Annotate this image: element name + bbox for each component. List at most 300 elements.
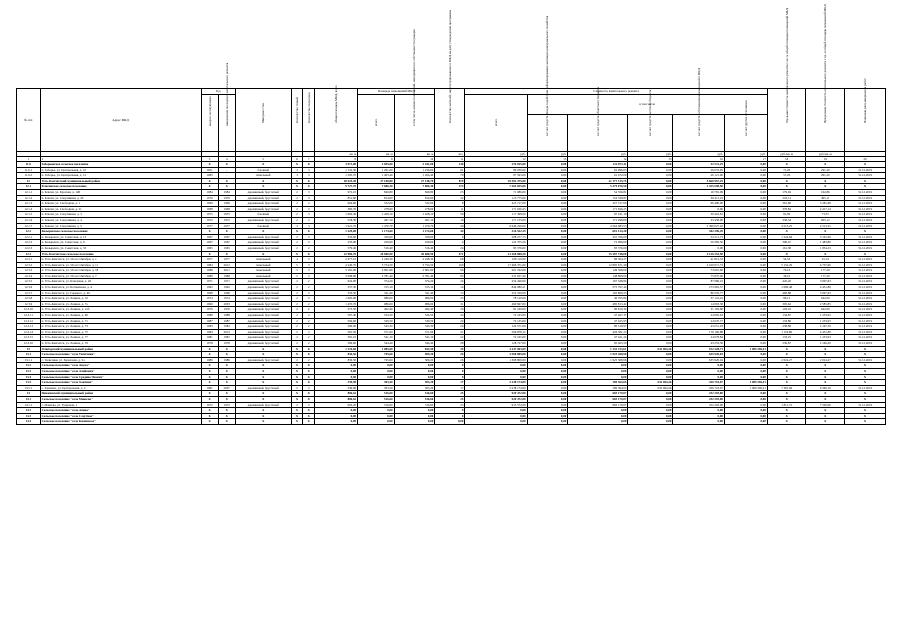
table-cell: 12.1.1 — [17, 189, 41, 195]
table-cell: 68 — [435, 257, 465, 263]
table-cell: 0,00 — [673, 419, 724, 425]
table-cell: 0,00 — [628, 352, 673, 358]
table-cell: деревянный, брусчатый — [235, 206, 291, 212]
table-cell: 31.12.2019 — [845, 285, 886, 291]
table-cell: 3 754,50 — [394, 262, 435, 268]
table-cell: 1974 — [201, 296, 218, 302]
table-cell: 2 024,27 — [767, 357, 806, 363]
table-cell: 0,00 — [724, 413, 767, 419]
table-cell: 1 403,40 — [358, 173, 394, 179]
table-cell: п. Ключи, ул. Свободная, д. 21 — [40, 206, 201, 212]
table-cell: 2 — [303, 234, 315, 240]
table-cell: X — [291, 178, 303, 184]
table-cell: 0,00 — [628, 307, 673, 313]
table-cell: 1972 — [218, 217, 235, 223]
table-cell: деревянный, брусчатый — [235, 341, 291, 347]
table-cell: 154 339,81 — [568, 195, 628, 201]
table-cell: п. Усть-Камчатск, ул. Горького, д. 49 — [40, 290, 201, 296]
table-cell: 31.12.2019 — [845, 329, 886, 335]
table-cell: 0,00 — [527, 408, 568, 414]
table-cell: 2 — [303, 335, 315, 341]
table-cell: 851,60 — [315, 195, 358, 201]
table-cell: 0,00 — [724, 268, 767, 274]
table-cell: X — [845, 229, 886, 235]
table-cell: 31.12.2019 — [845, 167, 886, 173]
table-cell: X — [845, 162, 886, 168]
header-year-overhaul: завершения последнего капитального ремонта — [218, 94, 235, 151]
table-cell: 1971 — [218, 279, 235, 285]
table-cell: 24 695,63 — [673, 313, 724, 319]
table-cell: 14.3 — [17, 413, 41, 419]
table-cell: 12.2.3 — [17, 245, 41, 251]
header-cost-subgroup: в том числе — [527, 94, 767, 114]
table-cell: 252 293,00 — [673, 402, 724, 408]
table-cell: 2 — [291, 335, 303, 341]
table-cell: 0,00 — [724, 206, 767, 212]
table-cell: X — [767, 251, 806, 257]
table-cell: 25,19 — [806, 257, 845, 263]
table-cell: 0,00 — [527, 229, 568, 235]
table-cell: 4 240,70 — [315, 262, 358, 268]
table-cell: 72 105,00 — [465, 335, 527, 341]
table-cell: 0,00 — [724, 223, 767, 229]
table-cell: X — [806, 363, 845, 369]
table-cell: 986,00 — [394, 296, 435, 302]
table-cell: 162,86 — [806, 189, 845, 195]
table-cell: 1977 — [201, 223, 218, 229]
table-cell: руб. — [724, 152, 767, 157]
table-cell: 22 986,70 — [315, 251, 358, 257]
table-cell: 12.1.3 — [17, 201, 41, 207]
table-cell: 635 920,04 — [673, 357, 724, 363]
table-cell: 0,00 — [724, 296, 767, 302]
table-cell: 2 — [291, 307, 303, 313]
table-cell: 149 508,00 — [568, 268, 628, 274]
table-cell: 329,60 — [394, 234, 435, 240]
table-cell: 1 236,60 — [394, 167, 435, 173]
table-cell: деревянный, брусчатый — [235, 189, 291, 195]
table-cell: X — [201, 352, 218, 358]
table-cell: 0,00 — [394, 374, 435, 380]
table-cell: 920 472,00 — [465, 396, 527, 402]
table-cell: 0,00 — [315, 363, 358, 369]
table-cell: 1987 — [218, 318, 235, 324]
table-cell: X — [303, 391, 315, 397]
table-cell: 31.12.2019 — [845, 307, 886, 313]
table-cell: 3 — [303, 189, 315, 195]
table-cell: 814,60 — [358, 195, 394, 201]
table-cell: 291,20 — [806, 167, 845, 173]
table-cell: 0,00 — [628, 251, 673, 257]
table-cell: 273 — [435, 184, 465, 190]
table-cell: 276 025,00 — [465, 162, 527, 168]
table-cell: 0,00 — [724, 201, 767, 207]
table-cell: 508 277,73 — [465, 234, 527, 240]
table-cell: 586,60 — [315, 341, 358, 347]
table-cell: 2 477,10 — [315, 257, 358, 263]
table-cell: 31 183,66 — [673, 307, 724, 313]
table-cell: 683 179,07 — [568, 396, 628, 402]
table-cell: 54 556,81 — [568, 189, 628, 195]
table-cell: 0,00 — [358, 413, 394, 419]
table-cell: 1975 — [201, 212, 218, 218]
table-cell: 14 — [568, 157, 628, 162]
table-cell: 0,00 — [628, 178, 673, 184]
table-cell: 2 781,40 — [358, 273, 394, 279]
table-cell: 2 024,27 — [806, 357, 845, 363]
table-cell: 1988 — [201, 273, 218, 279]
table-cell: 7 381,84 — [767, 385, 806, 391]
table-cell: панельный — [235, 268, 291, 274]
table-cell: руб. — [568, 152, 628, 157]
table-cell: 0,00 — [465, 363, 527, 369]
table-cell: X — [218, 352, 235, 358]
table-cell: 96 — [435, 268, 465, 274]
table-cell: 0,00 — [628, 234, 673, 240]
table-cell: 0,00 — [628, 363, 673, 369]
table-cell: 1 470,70 — [358, 223, 394, 229]
table-cell: X — [235, 396, 291, 402]
table-cell: 87 593,00 — [465, 173, 527, 179]
table-cell: 2 248,30 — [358, 257, 394, 263]
table-cell: X — [303, 374, 315, 380]
table-cell: 635 920,04 — [673, 352, 724, 358]
table-cell: кв. м — [358, 152, 394, 157]
table-cell: 4 264 683,53 — [568, 223, 628, 229]
table-cell: 179,94 — [767, 189, 806, 195]
table-cell: 0,00 — [724, 363, 767, 369]
header-area-group: Площадь помещений МКД — [358, 89, 435, 95]
table-cell: 571,60 — [358, 329, 394, 335]
table-cell: 2 248,30 — [394, 257, 435, 263]
table-cell: X — [201, 419, 218, 425]
table-cell: 4 737,96 — [806, 262, 845, 268]
table-cell: 12.2.1 — [17, 234, 41, 240]
header-limit-cost: Предельная стоимость капитального ремонта 1 кв. м общей площади помещений МКД — [806, 89, 845, 152]
table-cell: X — [806, 396, 845, 402]
table-cell: 12.3.6 — [17, 285, 41, 291]
table-cell: X — [218, 363, 235, 369]
table-cell: 509,20 — [394, 352, 435, 358]
table-cell: 140 — [435, 162, 465, 168]
table-cell: 0,00 — [527, 391, 568, 397]
table-cell: 189 364,65 — [568, 385, 628, 391]
table-cell: 20 680,90 — [394, 251, 435, 257]
table-cell: 15 — [435, 290, 465, 296]
table-cell: 0,00 — [724, 318, 767, 324]
table-cell: 0,00 — [527, 223, 568, 229]
header-floors: Количество этажей — [291, 89, 303, 152]
table-cell: 0,00 — [628, 301, 673, 307]
table-cell: 0,00 — [358, 408, 394, 414]
table-cell: 0,00 — [724, 234, 767, 240]
table-cell: п. Ключи, ул. Спортивная, д. 4 — [40, 217, 201, 223]
table-cell: 0,00 — [673, 245, 724, 251]
table-cell: 0,00 — [568, 413, 628, 419]
table-cell: руб. — [673, 152, 724, 157]
table-cell: 303,20 — [358, 380, 394, 386]
table-cell: X — [845, 391, 886, 397]
table-cell: п. Усть-Камчатск, ул. Ленина, д. 77 — [40, 335, 201, 341]
table-cell: X — [235, 363, 291, 369]
table-cell: 1981 — [218, 335, 235, 341]
table-cell: 26 — [435, 357, 465, 363]
table-cell: X — [767, 413, 806, 419]
table-cell: 8 — [315, 157, 358, 162]
table-cell: 624,00 — [315, 279, 358, 285]
table-cell: 605,12 — [806, 217, 845, 223]
table-cell: X — [235, 408, 291, 414]
table-cell: 14 — [17, 391, 41, 397]
table-cell: X — [235, 162, 291, 168]
table-cell: 11 — [435, 206, 465, 212]
repair-program-table — [16, 4, 886, 425]
table-cell: 305,62 — [767, 301, 806, 307]
table-cell: 0,00 — [724, 162, 767, 168]
table-cell: 5 — [235, 157, 291, 162]
table-cell: 0,00 — [628, 212, 673, 218]
table-cell: 47 407,37 — [568, 313, 628, 319]
table-cell: 379,84 — [767, 206, 806, 212]
table-cell: 534,50 — [358, 313, 394, 319]
table-cell: 1967 — [218, 240, 235, 246]
table-cell: 26 121,00 — [673, 173, 724, 179]
table-cell: 24 678,84 — [673, 335, 724, 341]
table-cell: 31.12.2019 — [845, 402, 886, 408]
table-cell: 62 996,05 — [568, 167, 628, 173]
table-cell: п. Усть-Камчатск, ул. Ленина, д. 60 — [40, 313, 201, 319]
table-cell: 0,00 — [527, 301, 568, 307]
table-cell: Сельское поселение "село Хаилино" — [40, 380, 201, 386]
table-cell: 492,40 — [394, 307, 435, 313]
table-cell: 0,00 — [527, 234, 568, 240]
table-cell: 0,00 — [628, 206, 673, 212]
table-cell: 0,00 — [628, 374, 673, 380]
table-cell: 89 030,00 — [465, 167, 527, 173]
table-cell: 1 174,60 — [358, 229, 394, 235]
table-cell: руб./кв. м — [806, 152, 845, 157]
table-cell: X — [218, 184, 235, 190]
table-cell: 0,00 — [673, 363, 724, 369]
table-cell: X — [806, 374, 845, 380]
table-cell: 0,00 — [358, 419, 394, 425]
table-cell: 6 646 220,00 — [465, 223, 527, 229]
table-row — [17, 419, 886, 425]
table-cell: 571,60 — [394, 329, 435, 335]
table-cell: 31.12.2019 — [845, 217, 886, 223]
table-cell: X — [201, 346, 218, 352]
table-cell: 1 253,93 — [806, 313, 845, 319]
table-cell: X — [303, 184, 315, 190]
table-cell: 31.12.2019 — [845, 296, 886, 302]
table-cell: с. Тиличики, ул. Зеркаловa, д. 5а — [40, 357, 201, 363]
table-cell: 2 — [303, 385, 315, 391]
table-cell: 31.12.2019 — [845, 357, 886, 363]
table-cell: 171 626,25 — [465, 206, 527, 212]
table-cell: п. Усть-Камчатск, ул. 50-лет Октября, д. 1 — [40, 257, 201, 263]
table-cell: 17 — [435, 380, 465, 386]
table-cell: 1984 — [201, 189, 218, 195]
table-cell: 516,40 — [394, 245, 435, 251]
table-cell: 229,00 — [358, 240, 394, 246]
header-area-resident: в том числе жилых помещений, находящихся в собственности граждан — [394, 94, 435, 151]
table-cell: 632 694,26 — [628, 380, 673, 386]
table-cell: 33 458,00 — [673, 217, 724, 223]
register-sheet — [16, 4, 886, 425]
header-deadline: Плановая дата завершения работ — [845, 89, 886, 152]
table-cell: блочный — [235, 223, 291, 229]
table-cell: п. Усть-Камчатск, ул. 50-лет Октября, д. 7 — [40, 273, 201, 279]
table-cell: 1 276,60 — [315, 346, 358, 352]
table-cell: Усть-Камчатский муниципальный район — [40, 178, 201, 184]
table-cell: 0,00 — [465, 419, 527, 425]
table-cell: 233,90 — [315, 240, 358, 246]
table-cell: X — [767, 184, 806, 190]
table-cell: 25 — [435, 296, 465, 302]
table-cell: X — [218, 380, 235, 386]
table-cell: 0,00 — [465, 374, 527, 380]
table-cell: 171 498,00 — [568, 217, 628, 223]
table-cell: 0,00 — [724, 212, 767, 218]
table-cell: п. Козыревск, ул. Советская, д. 33 — [40, 245, 201, 251]
table-cell: 12.2 — [17, 229, 41, 235]
table-cell: 0,00 — [527, 363, 568, 369]
table-cell: 806,62 — [315, 391, 358, 397]
table-cell: 0,00 — [724, 341, 767, 347]
table-cell: X — [235, 346, 291, 352]
table-cell: 460,88 — [767, 290, 806, 296]
table-cell: 632 694,26 — [628, 346, 673, 352]
table-cell: 252 293,00 — [673, 391, 724, 397]
table-cell: 0,00 — [527, 374, 568, 380]
table-cell: 423 717,00 — [465, 201, 527, 207]
table-cell: 0,00 — [628, 217, 673, 223]
table-cell: панельный — [235, 262, 291, 268]
table-cell: X — [767, 408, 806, 414]
table-cell: X — [201, 178, 218, 184]
table-cell: п. Усть-Камчатск, ул. Ленина, д. 73 — [40, 324, 201, 330]
header-cost-region: за счет средств областного бюджета — [568, 115, 628, 152]
table-cell: 13.5.1 — [17, 385, 41, 391]
table-cell: 0,00 — [628, 184, 673, 190]
table-cell: X — [303, 352, 315, 358]
table-cell: 12.3.12 — [17, 318, 41, 324]
table-cell: с. Хаилино, ул. Центральная, д. 4 — [40, 385, 201, 391]
table-cell: 71 086,00 — [465, 189, 527, 195]
table-cell: 86 576,77 — [673, 290, 724, 296]
table-cell: 0,00 — [527, 346, 568, 352]
table-cell: 516,60 — [394, 402, 435, 408]
table-cell: X — [218, 391, 235, 397]
table-cell: 165 809,23 — [568, 290, 628, 296]
table-cell: 1975 — [218, 212, 235, 218]
table-cell: 12.1.6 — [17, 217, 41, 223]
table-cell: X — [218, 251, 235, 257]
table-cell: 0,00 — [628, 296, 673, 302]
table-cell: 0,00 — [527, 262, 568, 268]
table-cell: п. Усть-Камчатск, ул. 50-лет Октября, д. 18 — [40, 268, 201, 274]
table-cell: 71,20 — [767, 167, 806, 173]
table-cell: 12.3.11 — [17, 313, 41, 319]
table-cell: 0,00 — [527, 352, 568, 358]
table-cell: X — [767, 391, 806, 397]
table-cell: 539,50 — [358, 318, 394, 324]
table-cell: 278,60 — [358, 206, 394, 212]
table-cell: 303,20 — [358, 385, 394, 391]
table-cell: 14.1.1 — [17, 402, 41, 408]
table-cell: 0,00 — [315, 408, 358, 414]
table-cell: 12.3.8 — [17, 296, 41, 302]
table-cell: 2 — [291, 290, 303, 296]
table-cell: 0,00 — [628, 408, 673, 414]
table-cell: 28 924,40 — [315, 178, 358, 184]
table-cell: 72 103,00 — [465, 313, 527, 319]
table-cell: X — [806, 162, 845, 168]
table-cell: 2 — [291, 285, 303, 291]
table-cell: Ключевское сельское поселение — [40, 184, 201, 190]
table-cell: 12.1.5 — [17, 212, 41, 218]
table-cell: X — [218, 408, 235, 414]
table-cell: X — [291, 229, 303, 235]
table-cell: 0,00 — [724, 189, 767, 195]
table-cell: 0,00 — [568, 368, 628, 374]
table-cell: 336,34 — [767, 217, 806, 223]
table-cell: 31.12.2019 — [845, 245, 886, 251]
table-cell: 0,00 — [394, 363, 435, 369]
table-cell: Сельское поселение "село Манилы" — [40, 396, 201, 402]
table-cell: деревянный, брусчатый — [235, 245, 291, 251]
table-cell: 31.12.2019 — [845, 318, 886, 324]
table-cell: Сельское поселение "село Тиличики" — [40, 352, 201, 358]
table-cell: 2 — [303, 290, 315, 296]
table-cell: 2 238 174,09 — [465, 385, 527, 391]
table-cell: 1992 — [218, 285, 235, 291]
table-cell: X — [291, 251, 303, 257]
table-cell: 5 152,29 — [767, 262, 806, 268]
table-cell: 5 379 076,50 — [568, 184, 628, 190]
table-cell: 339,90 — [315, 380, 358, 386]
table-cell: X — [303, 419, 315, 425]
table-cell: 1978 — [218, 341, 235, 347]
table-cell: 2 — [303, 402, 315, 408]
table-cell: 52 531,25 — [673, 162, 724, 168]
table-cell: X — [767, 229, 806, 235]
table-cell: 516,40 — [358, 245, 394, 251]
table-cell: 12.1.4 — [17, 206, 41, 212]
table-cell: X — [291, 374, 303, 380]
table-cell: 133,25 — [767, 335, 806, 341]
table-cell: 0,00 — [394, 419, 435, 425]
table-cell: 167 348,84 — [568, 279, 628, 285]
table-cell: деревянный, брусчатый — [235, 307, 291, 313]
table-cell: 1992 — [201, 285, 218, 291]
table-cell: 0 — [435, 363, 465, 369]
table-cell: деревянный, брусчатый — [235, 234, 291, 240]
table-cell: 3 — [303, 173, 315, 179]
table-cell: 31.12.2019 — [845, 234, 886, 240]
table-cell: 1969 — [201, 201, 218, 207]
table-cell: 329,60 — [358, 234, 394, 240]
table-cell: 231 637,40 — [465, 273, 527, 279]
table-cell: 0,00 — [527, 307, 568, 313]
table-cell: 0,00 — [724, 279, 767, 285]
table-cell: 3 097,63 — [806, 290, 845, 296]
table-cell: 9 727,70 — [315, 184, 358, 190]
table-cell: 0,00 — [673, 408, 724, 414]
table-cell: 0,00 — [673, 206, 724, 212]
table-cell: 2 — [291, 318, 303, 324]
table-cell: 0,00 — [724, 262, 767, 268]
